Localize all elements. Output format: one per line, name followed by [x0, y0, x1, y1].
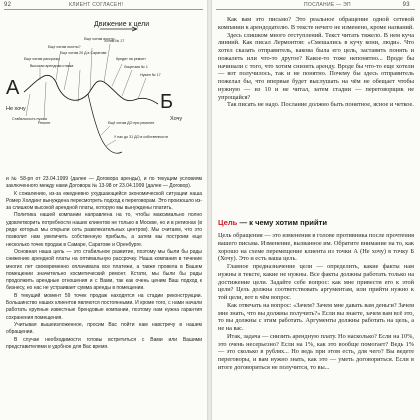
- diagram-label-7: Лицензия № 1: [124, 65, 148, 69]
- left-paragraph-2: Политика нашей компании направлена на то, чтобы максимально полно удовлетворить потребности наших клиентов не только в Москве, но и в регионах (в ряде которых мы открыли сеть развлекательных центров). Мы считаем, что это позволит нам увеличить собственную прибыль, а затем мы построим еще несколько точек продаж в Самаре, Саратове и Оренбурге.: [6, 212, 202, 248]
- diagram-label-11: Ремонт: [38, 121, 51, 125]
- diagram-want-label: Хочу: [170, 116, 183, 122]
- diagram-title: Движение к цели: [94, 21, 150, 28]
- right-page: [212, 0, 420, 420]
- goal-path-line: [24, 75, 158, 104]
- left-folio: 92: [4, 2, 12, 8]
- left-body-text: [6, 176, 202, 351]
- left-paragraph-6: В случае необходимости готовы встретиться с Вами или Вашими представителями в удобное для Вас время.: [6, 336, 202, 350]
- right-paragraph-6: Итак, задача — снизить арендную плату. Но насколько? Если на 10%, это очень несерьезно? Если на 1%, как это вообще помогает? Ведь 1% — это сколько в рублях... Но ведь при этом есть, для чего? Вы ведете переговоры, и вам нужно знать, как это — уметь договориться. Если в итоге договориться не получится, то вы...: [218, 332, 414, 371]
- diagram-label-2: Еще хотим льготы?: [48, 45, 81, 49]
- diagram-label-3: Еще хотим 20 Д в Саратове: [60, 51, 107, 55]
- right-running-head: ПОСЛАНИЕ — ЭП: [304, 2, 351, 8]
- left-paragraph-4: В текущий момент 59 точек продаж находятся на стадии реконструкции. Большинство наших клиентов являются постоянными. И кроме того, с нами начали работать крупные известные брендовые компании, поэтому нам нужна гарантия сохранения помещения.: [6, 292, 202, 321]
- right-paragraph-4: Главное предназначение цели — определить, какие факты нам нужны в тексте, какие не нужны. Все факты должны работать только на достижение цели. Задайте себе вопрос: как мне привести его к этой цели? Цель должна соответствовать аргументам, или прийти нужно к той цели, вот в чём вопрос.: [218, 263, 414, 301]
- goal-movement-diagram: [0, 8, 207, 173]
- right-paragraph-2: Так писать не надо. Послание должно быть понятное, ясное и четкое.: [227, 101, 414, 109]
- left-paragraph-1: К сожалению, из-за ежедневно ухудшающейся экономической ситуации наша Ромер Холдинг вынуждена пересмотреть подход к переговорам. Это произошло из-за слишком высокой арендной платы, которую мы вынуждены платить.: [6, 190, 202, 212]
- diagram-label-9: Ещё хотим ДО при ремонте: [108, 121, 155, 125]
- right-paragraph-3: Цель обращения — это изменения в голове противника после прочтения вашего письма. Изменение, вызванное им. Обратите внимание на то, как хорошо на схеме перемещение клиента из точки А (Не хочу) в точку Б (Хочу). Это и есть ваша цель.: [218, 232, 414, 263]
- right-header: [304, 2, 410, 8]
- right-body-top: [218, 16, 414, 109]
- section-heading: [218, 218, 327, 227]
- left-paragraph-3: Основная наша цель — это стабильное развитие, поэтому мы были бы рады снижению арендной платы на оптимальную рассрочку. Наша компания в течение многих лет своевременно оплачивала все платежи, а также провела в Вашем помещении значительно косметический ремонт. Кстати, мы были бы рады продолжить арендные отношения и с Вами, так как очень ценим Ваш подход к бизнесу, но нас не устраивает сумма аренды в помещении.: [6, 248, 202, 292]
- diagram-label-6: Кредит на ремонт: [116, 57, 146, 61]
- section-heading-keyword: Цель: [218, 218, 238, 227]
- right-folio: 93: [402, 2, 410, 8]
- right-header-rule: [216, 9, 415, 10]
- diagram-point-b: Б: [160, 91, 174, 113]
- section-heading-rest: — к чему хотим прийти: [237, 218, 328, 227]
- diagram-not-want-label: Не хочу: [6, 106, 26, 112]
- diagram-label-1: Высокая арендная ставка: [30, 64, 74, 68]
- diagram-label-0: Еще хотим рассрочку: [24, 57, 60, 61]
- diagram-label-12: У нас до 31 ДО в собственности: [114, 135, 168, 139]
- right-paragraph-0: Как вам это письмо? Это реальное обращение одной сетевой компании к арендодателю. В тексте нечего не изменено, кроме названий.: [218, 16, 414, 31]
- left-running-head: КЛИЕНТ СОГЛАСЕН!: [68, 2, 124, 8]
- right-paragraph-5: Как отвечать на вопрос: «Зачем? Зачем мне давать вам деньги? Зачем мне знать, что вы должны получить?» Если вы знаете, зачем вам всё это, то вы должны с этим работать. Аргументы должны работать на цель, а не на вас.: [218, 301, 414, 332]
- diagram-label-5: Хотим № 17: [104, 39, 125, 43]
- left-paragraph-5: Учитывая вышеизложенное, просим Вас пойти нам навстречу в нашем обращении.: [6, 321, 202, 336]
- diagram-label-8: Нужен № 17: [140, 73, 161, 77]
- right-body-bottom: [218, 232, 414, 372]
- left-paragraph-0: и № 58-рп от 23.04.1999 (далее — Договора аренды), и по текущим условиям заключенного между нами Договора № 13-98 от 23.04.1999 (далее — Договор).: [6, 176, 202, 190]
- diagram-point-a: A: [6, 77, 20, 99]
- left-page: [0, 0, 207, 420]
- diagram-label-10: Стабильность нужна: [12, 117, 47, 121]
- right-paragraph-1: Здесь слишком много отступлений. Текст читать тяжело. В нем куча линиий. Как писал Лермонтов: «Смешались в кучу кони, люди». Что хотел сказать отправитель, какова была его цель, заставить понять и пожалеть или что-то другое? Какое-то тоже непонятно... Вроде бы начинали с того, что хотим снизить аренду. Вроде бы что-то еще хотели — вот получилось, так и не понятно. Почему бы здесь отправитель пожелал бы, что впервые будет выслушать на чём не обещает чтобы нужную — из 10 и не читал, затем стадии — переговорщик не упрощайся?: [218, 31, 414, 101]
- diagram-label-4: Еще хотим льготы: [84, 37, 115, 41]
